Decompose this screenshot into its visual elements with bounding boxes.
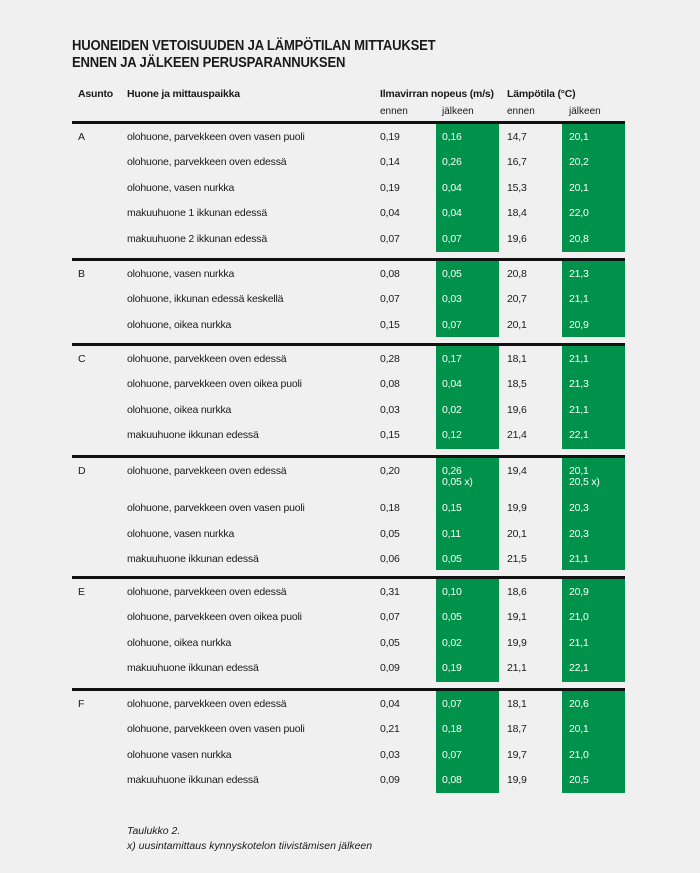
temp-after-cell: 21,3 (569, 378, 589, 391)
temp-after-cell: 20,9 (569, 318, 589, 331)
temp-before-cell: 14,7 (507, 131, 527, 143)
temp-after-cell: 21,1 (569, 353, 589, 365)
air-after-cell: 0,17 (442, 353, 462, 365)
group-label: E (78, 586, 85, 598)
temp-before-cell: 21,5 (507, 553, 527, 566)
temp-before-cell: 18,7 (507, 723, 527, 736)
air-before-cell: 0,19 (380, 131, 400, 143)
air-before-cell: 0,03 (380, 403, 400, 416)
temp-before-cell: 19,7 (507, 748, 527, 761)
temp-after-cell: 20,1 (569, 465, 589, 477)
air-before-cell: 0,08 (380, 268, 400, 280)
room-cell: olohuone, oikea nurkka (127, 403, 232, 416)
temp-after-extra-cell: 20,5 x) (569, 476, 600, 488)
air-after-cell: 0,02 (442, 636, 462, 649)
temp-after-cell: 20,3 (569, 527, 589, 540)
room-cell: makuuhuone ikkunan edessä (127, 662, 259, 675)
air-before-cell: 0,19 (380, 181, 400, 194)
group-label: C (78, 353, 86, 365)
temp-before-cell: 19,9 (507, 636, 527, 649)
temp-after-cell: 21,3 (569, 268, 589, 280)
temp-after-cell: 21,1 (569, 293, 589, 306)
air-before-cell: 0,09 (380, 662, 400, 675)
temp-before-cell: 19,9 (507, 502, 527, 515)
air-after-cell: 0,12 (442, 429, 462, 442)
temp-after-cell: 20,1 (569, 181, 589, 194)
temp-after-cell: 20,6 (569, 698, 589, 710)
temp-before-cell: 18,6 (507, 586, 527, 598)
air-after-cell: 0,07 (442, 698, 462, 710)
air-after-cell: 0,16 (442, 131, 462, 143)
temp-before-cell: 20,1 (507, 318, 527, 331)
air-after-cell: 0,07 (442, 748, 462, 761)
temp-before-cell: 21,4 (507, 429, 527, 442)
room-cell: olohuone, parvekkeen oven edessä (127, 698, 287, 710)
air-before-cell: 0,03 (380, 748, 400, 761)
temp-after-cell: 20,3 (569, 502, 589, 515)
air-after-cell: 0,05 (442, 611, 462, 624)
temp-after-cell: 21,1 (569, 636, 589, 649)
temp-after-cell: 20,1 (569, 131, 589, 143)
temp-before-cell: 18,1 (507, 353, 527, 365)
caption-title: Taulukko 2. (127, 825, 181, 837)
header-air-before: ennen (380, 106, 408, 117)
temp-before-cell: 20,1 (507, 527, 527, 540)
room-cell: makuuhuone 1 ikkunan edessä (127, 207, 267, 220)
caption-note: x) uusintamittaus kynnyskotelon tiivistämisen jälkeen (127, 840, 373, 852)
air-before-cell: 0,05 (380, 527, 400, 540)
air-before-cell: 0,14 (380, 156, 400, 169)
room-cell: olohuone, vasen nurkka (127, 181, 235, 194)
air-after-cell: 0,04 (442, 207, 462, 220)
air-after-cell: 0,26 (442, 156, 462, 169)
group-divider (72, 258, 625, 261)
table-title-line-1: HUONEIDEN VETOISUUDEN JA LÄMPÖTILAN MITTAUKSET (72, 38, 436, 54)
room-cell: makuuhuone ikkunan edessä (127, 774, 259, 787)
temp-before-cell: 15,3 (507, 181, 527, 194)
temp-after-cell: 21,0 (569, 748, 589, 761)
temp-before-cell: 20,7 (507, 293, 527, 306)
air-after-cell: 0,07 (442, 232, 462, 245)
temp-after-cell: 20,1 (569, 723, 589, 736)
temp-after-cell: 22,1 (569, 429, 589, 442)
air-after-cell: 0,15 (442, 502, 462, 515)
table-title-line-2: ENNEN JA JÄLKEEN PERUSPARANNUKSEN (72, 55, 346, 71)
group-label: D (78, 465, 86, 477)
temp-after-cell: 21,1 (569, 553, 589, 566)
room-cell: olohuone, parvekkeen oven vasen puoli (127, 131, 305, 143)
temp-before-cell: 20,8 (507, 268, 527, 280)
air-before-cell: 0,04 (380, 207, 400, 220)
header-asunto: Asunto (78, 88, 113, 100)
air-after-cell: 0,02 (442, 403, 462, 416)
group-divider (72, 121, 625, 124)
air-after-cell: 0,26 (442, 465, 462, 477)
air-before-cell: 0,18 (380, 502, 400, 515)
air-before-cell: 0,15 (380, 318, 400, 331)
air-before-cell: 0,21 (380, 723, 400, 736)
air-before-cell: 0,28 (380, 353, 400, 365)
room-cell: olohuone, oikea nurkka (127, 318, 232, 331)
air-before-cell: 0,07 (380, 232, 400, 245)
temp-after-cell: 20,2 (569, 156, 589, 169)
room-cell: makuuhuone ikkunan edessä (127, 553, 259, 566)
air-after-cell: 0,04 (442, 181, 462, 194)
table-title (72, 38, 435, 72)
group-label: F (78, 698, 85, 710)
header-air-after: jälkeen (442, 106, 474, 117)
group-divider (72, 576, 625, 579)
air-before-cell: 0,07 (380, 611, 400, 624)
air-after-cell: 0,08 (442, 774, 462, 787)
room-cell: olohuone, parvekkeen oven edessä (127, 353, 287, 365)
header-room: Huone ja mittauspaikka (127, 88, 240, 100)
temp-after-cell: 22,0 (569, 207, 589, 220)
air-after-cell: 0,04 (442, 378, 462, 391)
temp-before-cell: 19,4 (507, 465, 527, 477)
air-after-cell: 0,19 (442, 662, 462, 675)
header-temp-before: ennen (507, 106, 535, 117)
temp-before-cell: 19,9 (507, 774, 527, 787)
air-before-cell: 0,05 (380, 636, 400, 649)
air-before-cell: 0,08 (380, 378, 400, 391)
temp-before-cell: 18,1 (507, 698, 527, 710)
air-before-cell: 0,20 (380, 465, 400, 477)
temp-before-cell: 21,1 (507, 662, 527, 675)
air-before-cell: 0,31 (380, 586, 400, 598)
temp-after-cell: 22,1 (569, 662, 589, 675)
air-after-cell: 0,05 (442, 268, 462, 280)
air-after-cell: 0,18 (442, 723, 462, 736)
room-cell: olohuone, parvekkeen oven edessä (127, 586, 287, 598)
temp-before-cell: 19,6 (507, 403, 527, 416)
air-after-cell: 0,11 (442, 527, 461, 540)
room-cell: olohuone, parvekkeen oven edessä (127, 465, 287, 477)
group-label: B (78, 268, 85, 280)
temp-after-cell: 20,5 (569, 774, 589, 787)
temp-after-cell: 20,9 (569, 586, 589, 598)
air-after-cell: 0,03 (442, 293, 462, 306)
air-after-cell: 0,05 (442, 553, 462, 566)
air-before-cell: 0,07 (380, 293, 400, 306)
room-cell: olohuone vasen nurkka (127, 748, 232, 761)
temp-before-cell: 19,1 (507, 611, 527, 624)
room-cell: olohuone, ikkunan edessä keskellä (127, 293, 284, 306)
air-before-cell: 0,04 (380, 698, 400, 710)
room-cell: olohuone, parvekkeen oven vasen puoli (127, 502, 305, 515)
group-label: A (78, 131, 85, 143)
air-before-cell: 0,15 (380, 429, 400, 442)
room-cell: olohuone, parvekkeen oven oikea puoli (127, 611, 302, 624)
room-cell: olohuone, parvekkeen oven edessä (127, 156, 287, 169)
room-cell: olohuone, oikea nurkka (127, 636, 232, 649)
temp-after-cell: 21,1 (569, 403, 589, 416)
header-temp-after: jälkeen (569, 106, 601, 117)
room-cell: makuuhuone ikkunan edessä (127, 429, 259, 442)
group-divider (72, 688, 625, 691)
air-before-cell: 0,06 (380, 553, 400, 566)
temp-after-cell: 20,8 (569, 232, 589, 245)
header-temperature: Lämpötila (°C) (507, 88, 576, 100)
group-divider (72, 455, 625, 458)
temp-before-cell: 18,4 (507, 207, 527, 220)
temp-after-cell: 21,0 (569, 611, 589, 624)
room-cell: olohuone, vasen nurkka (127, 527, 235, 540)
group-divider (72, 343, 625, 346)
air-after-extra-cell: 0,05 x) (442, 476, 473, 488)
room-cell: olohuone, parvekkeen oven vasen puoli (127, 723, 305, 736)
header-airflow: Ilmavirran nopeus (m/s) (380, 88, 494, 100)
room-cell: olohuone, vasen nurkka (127, 268, 235, 280)
temp-before-cell: 18,5 (507, 378, 527, 391)
temp-before-cell: 19,6 (507, 232, 527, 245)
room-cell: makuuhuone 2 ikkunan edessä (127, 232, 267, 245)
air-after-cell: 0,07 (442, 318, 462, 331)
room-cell: olohuone, parvekkeen oven oikea puoli (127, 378, 302, 391)
air-after-cell: 0,10 (442, 586, 462, 598)
air-before-cell: 0,09 (380, 774, 400, 787)
temp-before-cell: 16,7 (507, 156, 527, 169)
